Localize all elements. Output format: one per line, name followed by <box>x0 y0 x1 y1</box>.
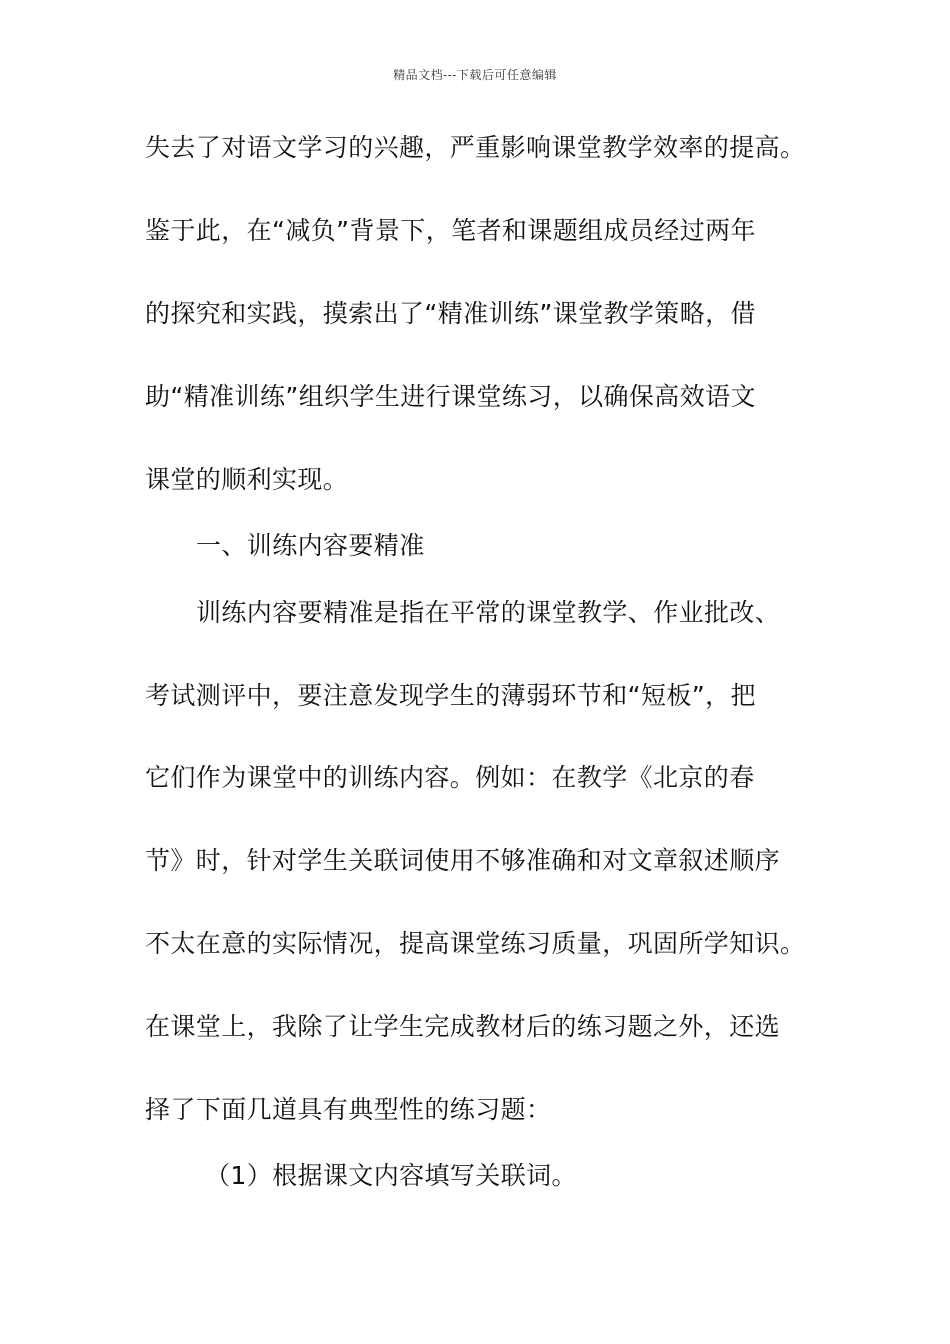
body-line-3: 的探究和实践，摸索出了“精准训练”课堂教学策略，借 <box>145 299 756 328</box>
body-line-4: 助“精准训练”组织学生进行课堂练习，以确保高效语文 <box>145 382 756 411</box>
body-line-11: 不太在意的实际情况，提高课堂练习质量，巩固所学知识。 <box>145 929 806 958</box>
exercise-item-1: （1）根据课文内容填写关联词。 <box>205 1161 577 1190</box>
body-line-7: 训练内容要精准是指在平常的课堂教学、作业批改、 <box>196 598 781 627</box>
body-line-10: 节》时，针对学生关联词使用不够准确和对文章叙述顺序 <box>145 846 781 875</box>
body-line-12: 在课堂上，我除了让学生完成教材后的练习题之外，还选 <box>145 1012 781 1041</box>
section-heading: 一、训练内容要精准 <box>196 531 425 560</box>
body-line-9: 它们作为课堂中的训练内容。例如：在教学《北京的春 <box>145 763 755 792</box>
body-line-8: 考试测评中，要注意发现学生的薄弱环节和“短板”，把 <box>145 681 756 710</box>
body-line-5: 课堂的顺利实现。 <box>145 465 349 494</box>
body-line-13: 择了下面几道具有典型性的练习题： <box>145 1095 552 1124</box>
page-header: 精品文档---下载后可任意编辑 <box>393 68 557 82</box>
body-line-1: 失去了对语文学习的兴趣，严重影响课堂教学效率的提高。 <box>145 133 806 162</box>
body-line-2: 鉴于此，在“减负”背景下，笔者和课题组成员经过两年 <box>145 216 756 245</box>
